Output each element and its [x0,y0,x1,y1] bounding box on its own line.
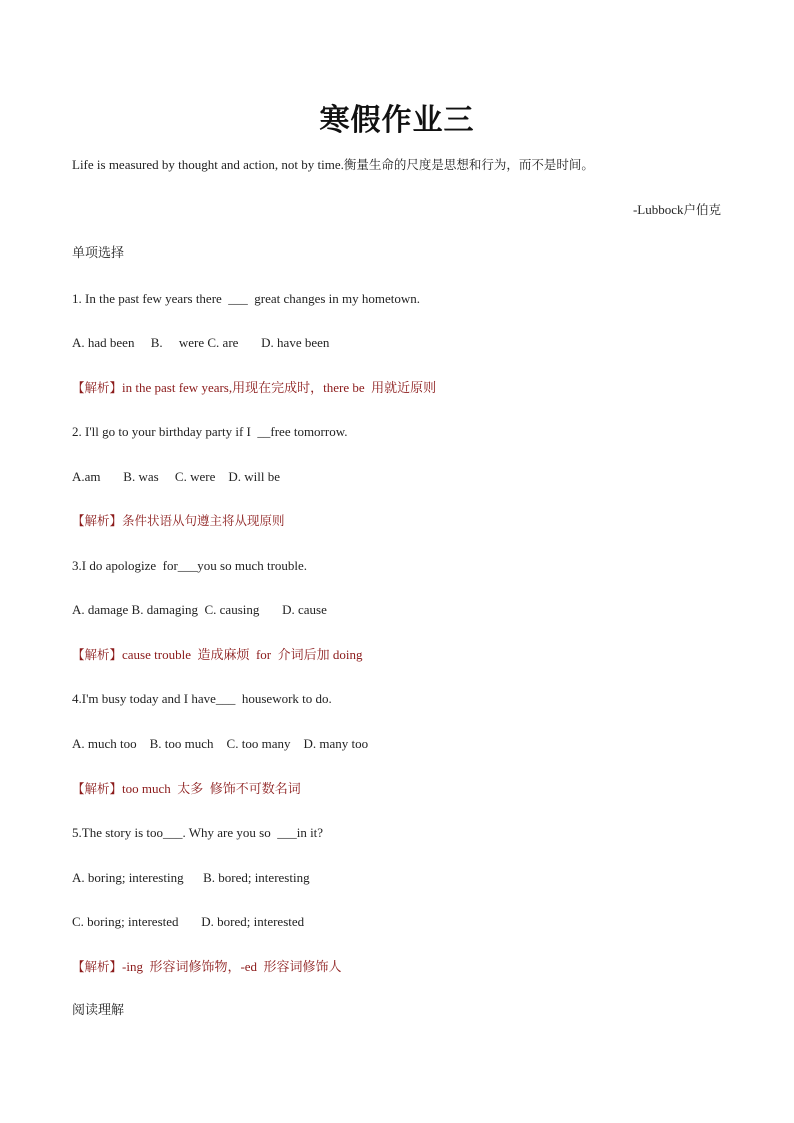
analysis-tag: 【解析】 [72,781,123,796]
section-heading-reading: 阅读理解 [72,1003,125,1018]
question-options: A. had been B. were C. are D. have been [72,335,330,350]
question-analysis [72,958,342,976]
quote [72,156,594,174]
question-options: A. damage B. damaging C. causing D. cause [72,602,327,617]
quote-english: Life is measured by thought and action, not by time. [72,157,344,172]
analysis-text: cause trouble 造成麻烦 for 介词后加 doing [122,647,363,662]
question-options: C. boring; interested D. bored; interested [72,914,305,929]
analysis-tag: 【解析】 [72,380,123,395]
question-analysis [72,379,436,397]
question-stem: 4.I'm busy today and I have___ housework to do. [72,691,332,706]
question-stem: 3.I do apologize for___you so much trouble. [72,558,308,573]
question-analysis [72,780,301,798]
author-english: -Lubbock [632,202,684,217]
question-options: A. boring; interesting B. bored; interesting [72,870,310,885]
section-heading-single-choice: 单项选择 [72,246,125,261]
question-stem: 5.The story is too___. Why are you so ___in it? [72,825,324,840]
page-title: 寒假作业三 [319,103,475,138]
analysis-tag: 【解析】 [72,647,123,662]
quote-chinese: 衡量生命的尺度是思想和行为，而不是时间。 [343,157,594,172]
analysis-tag: 【解析】 [72,513,123,528]
question-options: A.am B. was C. were D. will be [72,469,280,484]
question-analysis [72,512,285,530]
analysis-text: 条件状语从句遵主将从现原则 [122,513,285,528]
analysis-text: in the past few years,用现在完成时，there be 用就近原则 [122,380,437,395]
analysis-tag: 【解析】 [72,959,123,974]
author-chinese: 户伯克 [683,202,721,217]
question-stem: 1. In the past few years there ___ great changes in my hometown. [72,291,421,306]
question-analysis [72,646,362,664]
question-options: A. much too B. too much C. too many D. many too [72,736,369,751]
quote-author [633,201,721,219]
question-stem: 2. I'll go to your birthday party if I __free tomorrow. [72,424,348,439]
analysis-text: -ing 形容词修饰物，-ed 形容词修饰人 [122,959,342,974]
analysis-text: too much 太多 修饰不可数名词 [122,781,301,796]
